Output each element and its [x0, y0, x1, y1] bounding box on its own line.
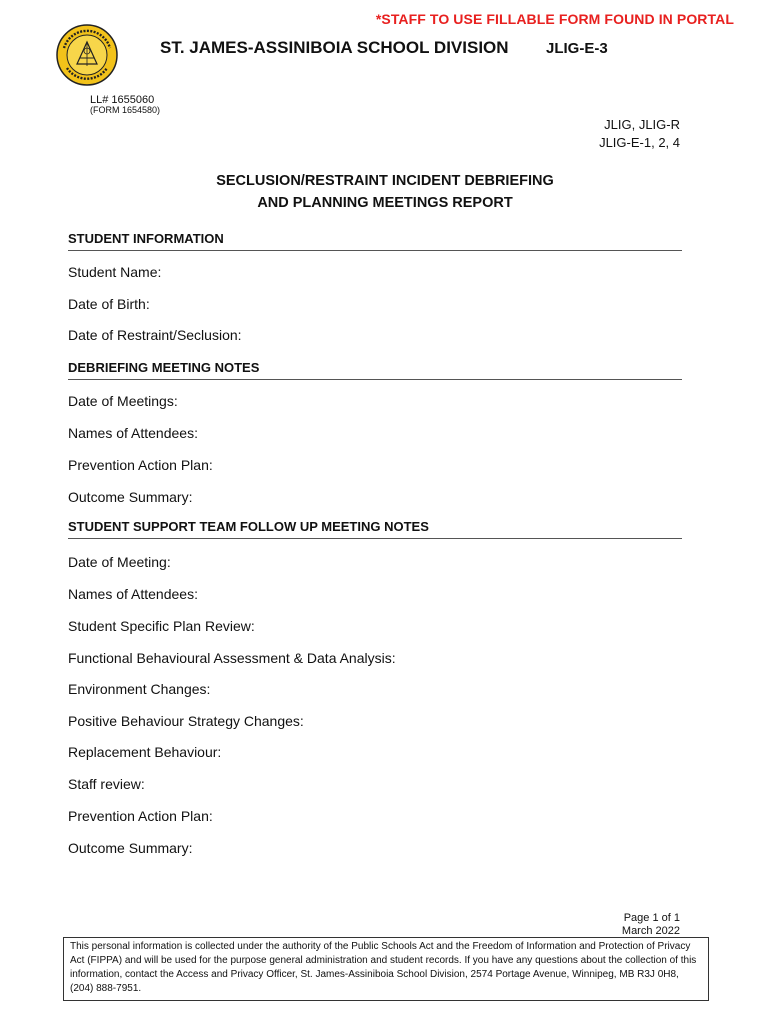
- division-name: ST. JAMES-ASSINIBOIA SCHOOL DIVISION: [160, 38, 509, 57]
- policy-ref-line: JLIG-E-1, 2, 4: [599, 135, 680, 150]
- policy-ref-line: JLIG, JLIG-R: [604, 117, 680, 132]
- field-outcome-summary: Outcome Summary:: [68, 489, 193, 505]
- policy-references: [599, 116, 680, 152]
- field-prevention-action-plan: Prevention Action Plan:: [68, 457, 213, 473]
- field-prevention-action-plan: Prevention Action Plan:: [68, 808, 213, 824]
- field-date-of-meeting: Date of Meeting:: [68, 554, 171, 570]
- report-title: [0, 170, 770, 214]
- field-names-of-attendees: Names of Attendees:: [68, 586, 198, 602]
- ll-number: LL# 1655060: [90, 94, 155, 106]
- field-student-name: Student Name:: [68, 264, 162, 280]
- field-names-of-attendees: Names of Attendees:: [68, 425, 198, 441]
- field-date-of-restraint: Date of Restraint/Seclusion:: [68, 327, 242, 343]
- field-environment-changes: Environment Changes:: [68, 681, 211, 697]
- field-positive-behaviour-strategy: Positive Behaviour Strategy Changes:: [68, 713, 304, 729]
- report-title-line: SECLUSION/RESTRAINT INCIDENT DEBRIEFING: [216, 173, 554, 189]
- field-staff-review: Staff review:: [68, 776, 145, 792]
- section-heading-student-information: STUDENT INFORMATION: [68, 231, 682, 251]
- section-heading-support-team: STUDENT SUPPORT TEAM FOLLOW UP MEETING NOTES: [68, 519, 682, 539]
- section-heading-debriefing: DEBRIEFING MEETING NOTES: [68, 360, 682, 380]
- staff-portal-note: *STAFF TO USE FILLABLE FORM FOUND IN PORTAL: [375, 11, 734, 27]
- revision-date: March 2022: [621, 925, 680, 937]
- school-division-seal-icon: [56, 24, 118, 86]
- field-replacement-behaviour: Replacement Behaviour:: [68, 744, 222, 760]
- field-outcome-summary: Outcome Summary:: [68, 840, 193, 856]
- form-number: (FORM 1654580): [90, 105, 161, 115]
- privacy-notice: This personal information is collected under the authority of the Public Schools Act and the Freedom of Information and Protection of Privacy Act (FIPPA) and will be used for the purpose general administration and student records. If you have any questions about the collection of this information, contact the Access and Privacy Officer, St. James-Assiniboia School Division, 2574 Portage Avenue, Winnipeg, MB R3J 0H8, (204) 888-7951.: [63, 937, 709, 1001]
- page-info: [622, 912, 680, 938]
- field-date-of-birth: Date of Birth:: [68, 296, 150, 312]
- report-title-line: AND PLANNING MEETINGS REPORT: [257, 195, 513, 211]
- form-code: JLIG-E-3: [546, 40, 608, 57]
- field-fba-data-analysis: Functional Behavioural Assessment & Data Analysis:: [68, 650, 396, 666]
- page-number: Page 1 of 1: [623, 912, 680, 924]
- field-date-of-meetings: Date of Meetings:: [68, 393, 178, 409]
- field-student-specific-plan-review: Student Specific Plan Review:: [68, 618, 255, 634]
